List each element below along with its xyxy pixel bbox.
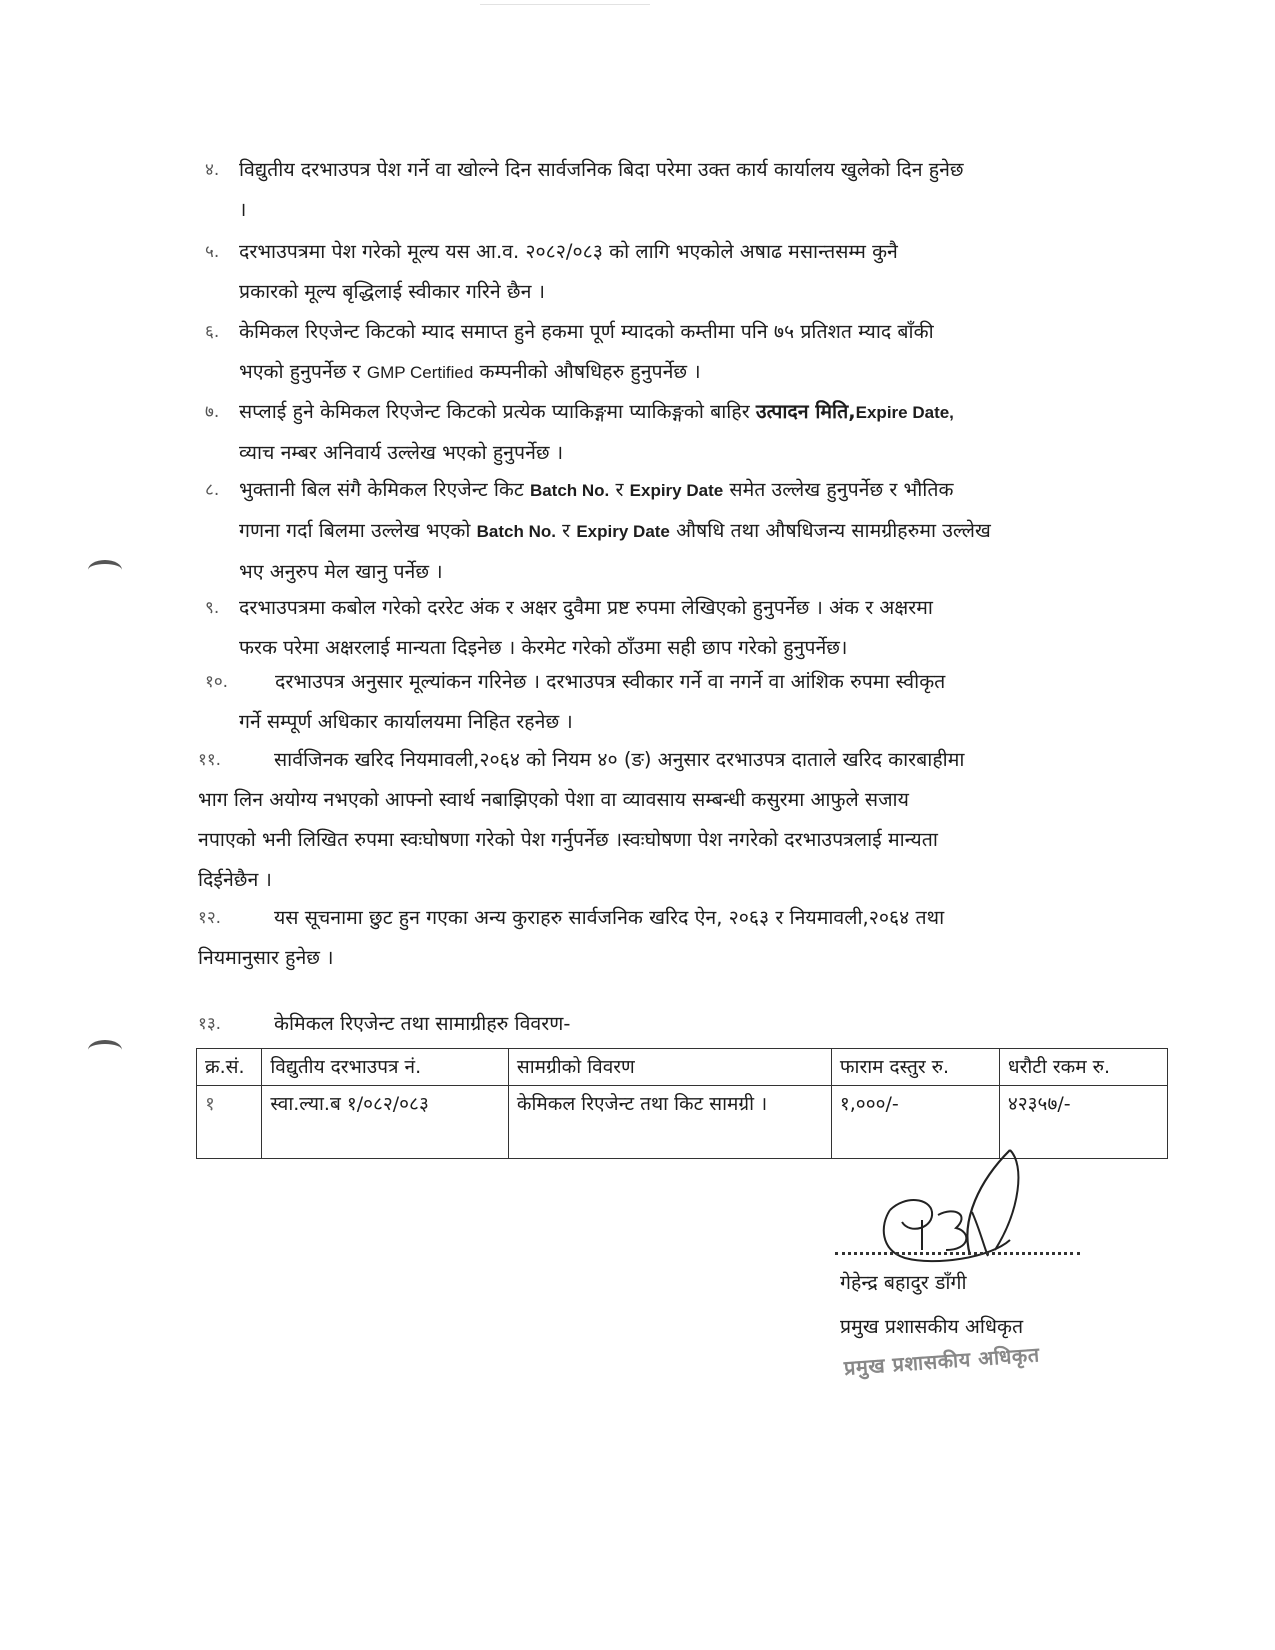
clause-text: गर्ने सम्पूर्ण अधिकार कार्यालयमा निहित रहनेछ । [239,710,573,733]
clause-4 [205,150,1120,230]
official-stamp: प्रमुख प्रशासकीय अधिकृत [843,1342,1041,1380]
clause-text-part: र [609,478,630,501]
col-description: सामग्रीको विवरण [508,1049,831,1086]
clause-text-part: सप्लाई हुने केमिकल रिएजेन्ट किटको प्रत्येक प्याकिङ्गमा प्याकिङ्गको बाहिर [239,400,756,423]
punch-hole-mark [88,1040,122,1060]
clause-text-part: गणना गर्दा बिलमा उल्लेख भएको [239,519,477,542]
clause-text-part: र [555,519,577,542]
clause-text: दरभाउपत्रमा पेश गरेको मूल्य यस आ.व. २०८२/०८३ को लागि भएकोले अषाढ मसान्तसम्म कुनै [239,240,898,263]
clause-text [205,352,1120,393]
clause-text: फरक परेमा अक्षरलाई मान्यता दिइनेछ । केरमेट गरेको ठाँउमा सही छाप गरेको हुनुपर्नेछ। [239,636,848,659]
clause-number: ७. [205,402,220,422]
expiry-date-text: Expiry Date [629,481,724,500]
clause-7 [205,392,1120,473]
clause-text: दिईनेछैन । [198,868,272,891]
signatory-title: प्रमुख प्रशासकीय अधिकृत [840,1315,1024,1338]
clause-text: यस सूचनामा छुट हुन गएका अन्य कुराहरु सार्वजनिक खरिद ऐन, २०६३ र नियमावली,२०६४ तथा [274,906,945,929]
clause-number: ४. [205,160,220,180]
clause-6 [205,312,1120,393]
clause-number: ११. [198,750,222,770]
clause-number: १३. [198,1014,222,1034]
signatory-name: गेहेन्द्र बहादुर डाँगी [840,1271,967,1294]
clause-8 [205,470,1120,592]
clause-text [205,470,1120,511]
scan-edge-mark [480,0,650,5]
clause-12 [198,898,1113,978]
clause-text: प्रकारको मूल्य बृद्धिलाई स्वीकार गरिने छैन । [239,280,545,303]
cell-bid-no: स्वा.ल्या.ब १/०८२/०८३ [262,1086,509,1159]
clause-text [205,511,1120,552]
col-sn: क्र.सं. [197,1049,262,1086]
clause-text-part: कम्पनीको औषधिहरु हुनुपर्नेछ । [473,360,701,383]
clause-text: । [239,198,247,221]
clause-text-part: भएको हुनुपर्नेछ र [239,360,367,383]
clause-number: ५. [205,242,220,262]
clause-13 [198,1004,1113,1044]
clause-text [205,392,1120,433]
clause-text: नियमानुसार हुनेछ । [198,946,334,969]
clause-text: केमिकल रिएजेन्ट तथा सामाग्रीहरु विवरण- [274,1012,571,1035]
clause-text: भए अनुरुप मेल खानु पर्नेछ । [239,560,443,583]
clause-text: दरभाउपत्र अनुसार मूल्यांकन गरिनेछ । दरभाउपत्र स्वीकार गर्ने वा नगर्ने वा आंशिक रुपमा स्वीकृत [275,670,946,693]
cell-description: केमिकल रिएजेन्ट तथा किट सामग्री । [508,1086,831,1159]
batch-no-text: Batch No. [476,522,556,541]
clause-number: ८. [205,480,220,500]
clause-text-part: भुक्तानी बिल संगै केमिकल रिएजेन्ट किट [239,478,530,501]
clause-text: सार्वजिनक खरिद नियमावली,२०६४ को नियम ४० (ङ) अनुसार दरभाउपत्र दाताले खरिद कारबाहीमा [274,748,965,771]
clause-text: विद्युतीय दरभाउपत्र पेश गर्ने वा खोल्ने दिन सार्वजनिक बिदा परेमा उक्त कार्य कार्यालय खुलेको दिन हुनेछ [239,158,964,181]
gmp-certified-text: GMP Certified [366,363,474,382]
clause-number: ६. [205,322,220,342]
clause-number: १२. [198,908,222,928]
clause-text: केमिकल रिएजेन्ट किटको म्याद समाप्त हुने हकमा पूर्ण म्यादको कम्तीमा पनि ७५ प्रतिशत म्याद बाँकी [239,320,934,343]
batch-no-text: Batch No. [529,481,610,500]
clause-11 [198,740,1113,900]
clause-text: भाग लिन अयोग्य नभएको आफ्नो स्वार्थ नबाझिएको पेशा वा व्यावसाय सम्बन्धी कसुरमा आफुले सजाय [198,788,909,811]
col-deposit: धरौटी रकम रु. [999,1049,1167,1086]
clause-number: ९. [205,598,220,618]
clause-text-part: औषधि तथा औषधिजन्य सामग्रीहरुमा उल्लेख [669,519,991,542]
clause-number: १०. [205,672,229,692]
col-bid-no: विद्युतीय दरभाउपत्र नं. [262,1049,509,1086]
manufacture-date-text: उत्पादन मिति, [755,400,856,423]
signature-line [835,1252,1080,1255]
clause-text-part: समेत उल्लेख हुनुपर्नेछ र भौतिक [723,478,954,501]
clause-text: दरभाउपत्रमा कबोल गरेको दररेट अंक र अक्षर दुवैमा प्रष्ट रुपमा लेखिएको हुनुपर्नेछ । अंक र अक्षरमा [239,596,933,619]
table-header-row [197,1049,1168,1086]
cell-sn: १ [197,1086,262,1159]
clause-10 [205,662,1120,742]
punch-hole-mark [88,560,122,580]
cell-form-fee: १,०००/- [831,1086,999,1159]
col-form-fee: फाराम दस्तुर रु. [831,1049,999,1086]
clause-text: व्याच नम्बर अनिवार्य उल्लेख भएको हुनुपर्नेछ । [239,441,564,464]
expire-date-text: Expire Date, [855,403,954,422]
clause-9 [205,588,1120,668]
cell-deposit: ४२३५७/- [999,1086,1167,1159]
expiry-date-text: Expiry Date [576,522,670,541]
clause-text: नपाएको भनी लिखित रुपमा स्वःघोषणा गरेको पेश गर्नुपर्नेछ ।स्वःघोषणा पेश नगरेको दरभाउपत्रलाई मान्यता [198,828,938,851]
handwritten-signature [860,1140,1070,1270]
clause-5 [205,232,1120,312]
